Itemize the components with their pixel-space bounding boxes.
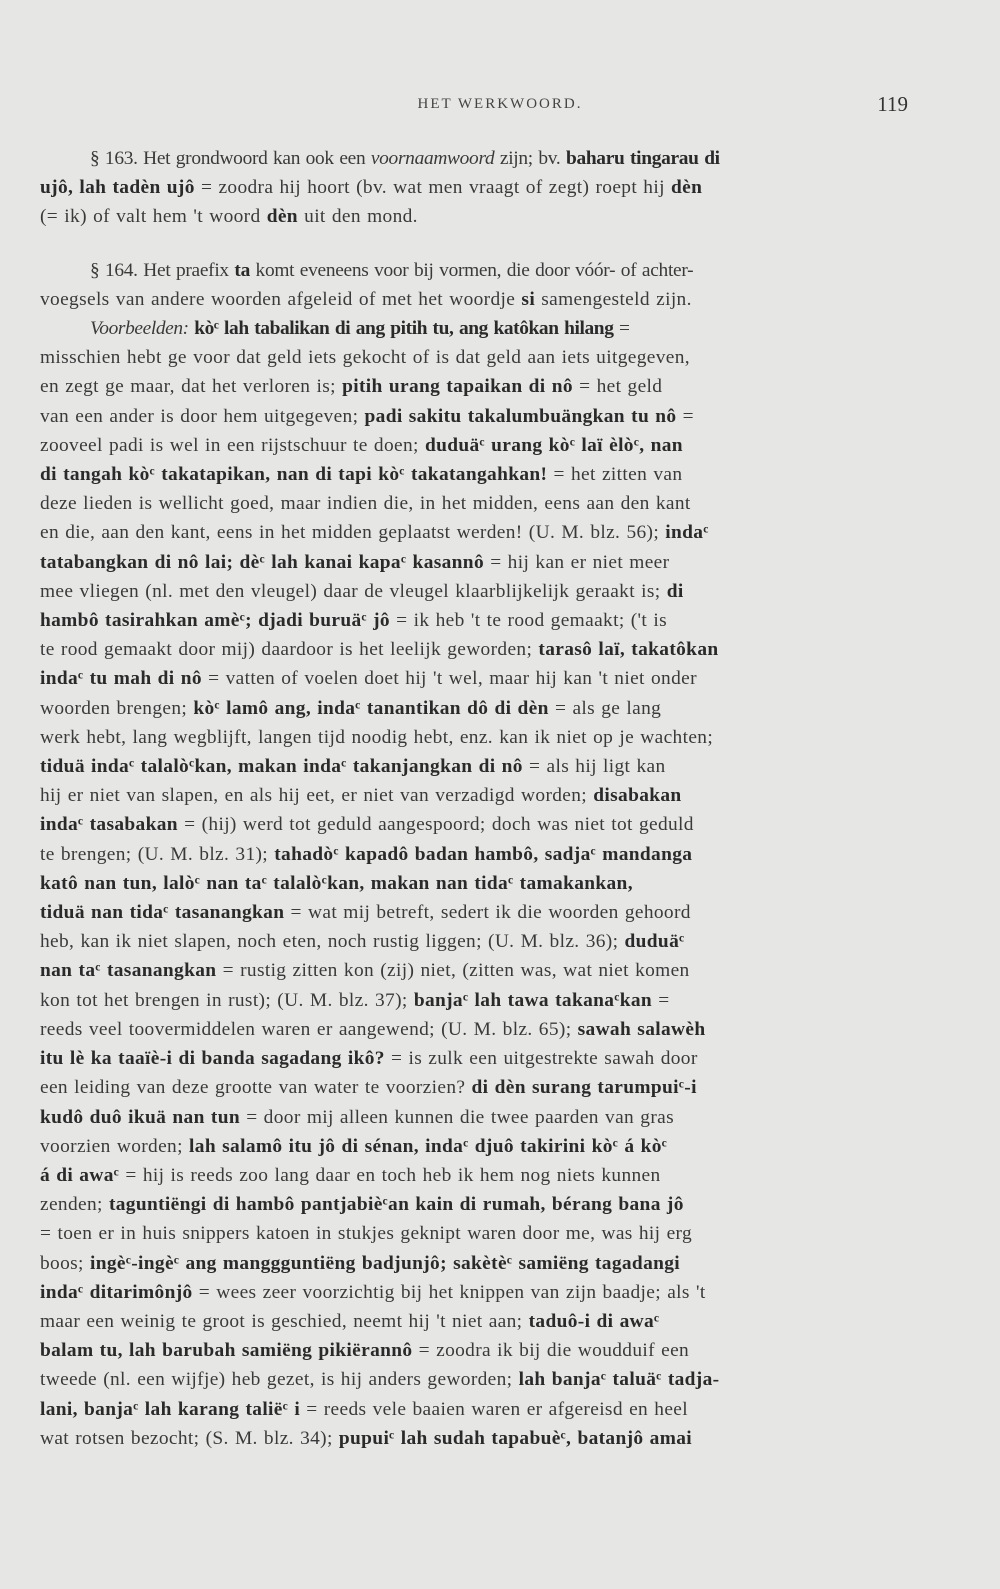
text-span: = door mij alleen kunnen die twee paarden van gras bbox=[240, 1106, 674, 1128]
text-span: mee vliegen (nl. met den vleugel) daar de vleugel klaarblijkelijk geraakt is; bbox=[40, 580, 667, 602]
malay-term: tatabangkan di nô lai; dèᶜ lah kanai kapaᶜ kasannô bbox=[40, 551, 484, 573]
text-span: kon tot het brengen in rust); (U. M. blz. 37); bbox=[40, 989, 414, 1011]
malay-term: padi sakitu takalumbuängkan tu nô bbox=[364, 405, 677, 427]
malay-term: pupuiᶜ lah sudah tapabuèᶜ, batanjô amai bbox=[338, 1427, 692, 1449]
text-line bbox=[40, 460, 906, 489]
malay-term: indaᶜ ditarimônjô bbox=[40, 1281, 193, 1303]
text-line bbox=[40, 548, 906, 577]
text-span: = bbox=[613, 318, 630, 340]
text-line bbox=[40, 956, 906, 985]
text-span: boos; bbox=[40, 1252, 90, 1274]
italic-term: Voorbeelden: bbox=[90, 318, 189, 340]
text-span: = toen er in huis snippers katoen in stukjes geknipt waren door me, was hij erg bbox=[40, 1223, 693, 1245]
malay-term: tahadòᶜ kapadô badan hambô, sadjaᶜ mandanga bbox=[274, 843, 693, 865]
malay-term: banjaᶜ lah tawa takanaᶜkan bbox=[413, 989, 653, 1011]
malay-term: balam tu, lah barubah samiëng pikiërannô bbox=[40, 1340, 413, 1362]
text-span: tweede (nl. een wijfje) heb gezet, is hij anders geworden; bbox=[40, 1369, 519, 1391]
text-span: = het geld bbox=[572, 376, 663, 398]
text-span: en zegt ge maar, dat het verloren is; bbox=[40, 376, 343, 398]
malay-term: indaᶜ bbox=[665, 522, 709, 544]
running-header-title: HET WERKWOORD. bbox=[417, 96, 583, 112]
text-line bbox=[40, 402, 906, 431]
malay-term: taduô-i di awaᶜ bbox=[528, 1310, 660, 1332]
text-span: = vatten of voelen doet hij 't wel, maar hij kan 't niet onder bbox=[201, 668, 697, 690]
text-line bbox=[40, 1336, 906, 1365]
text-line bbox=[40, 1395, 906, 1424]
text-span: en die, aan den kant, eens in het midden geplaatst werden! (U. M. blz. 56); bbox=[40, 522, 666, 544]
malay-term: lah banjaᶜ taluäᶜ tadja- bbox=[518, 1369, 720, 1391]
text-line bbox=[40, 723, 906, 752]
text-span: te brengen; (U. M. blz. 31); bbox=[40, 843, 275, 865]
malay-term: baharu tingarau di bbox=[565, 148, 720, 169]
text-span: maar een weinig te groot is geschied, neemt hij 't niet aan; bbox=[40, 1310, 529, 1332]
text-span: § 164. Het praefix bbox=[90, 259, 235, 281]
malay-term: si bbox=[521, 288, 536, 310]
malay-term: di dèn surang tarumpuiᶜ-i bbox=[471, 1077, 697, 1099]
text-span: § 163. Het grondwoord kan ook een bbox=[90, 148, 371, 169]
text-line bbox=[40, 927, 906, 956]
text-span: uit den mond. bbox=[297, 206, 418, 228]
text-line bbox=[40, 810, 906, 839]
text-span: (= ik) of valt hem 't woord bbox=[40, 206, 267, 228]
text-line bbox=[40, 489, 906, 518]
text-span: zenden; bbox=[40, 1194, 109, 1216]
text-span: te rood gemaakt door mij) daardoor is het leelijk geworden; bbox=[40, 639, 539, 661]
text-line bbox=[40, 173, 906, 202]
malay-term: á di awaᶜ bbox=[40, 1164, 120, 1186]
text-span: een leiding van deze grootte van water te voorzien? bbox=[40, 1077, 472, 1099]
text-span: deze lieden is wellicht goed, maar indien die, in het midden, eens aan den kant bbox=[40, 493, 691, 515]
text-span: misschien hebt ge voor dat geld iets gekocht of is dat geld aan iets uitgegeven, bbox=[40, 347, 690, 369]
text-span: = is zulk een uitgestrekte sawah door bbox=[384, 1048, 698, 1070]
text-span: woorden brengen; bbox=[40, 697, 194, 719]
text-line bbox=[40, 1278, 906, 1307]
text-line bbox=[40, 840, 906, 869]
text-line bbox=[40, 898, 906, 927]
malay-term: ta bbox=[234, 259, 250, 281]
text-span: = (hij) werd tot geduld aangespoord; doch was niet tot geduld bbox=[177, 814, 694, 836]
text-line bbox=[40, 372, 906, 401]
malay-term: nan taᶜ tasanangkan bbox=[40, 960, 217, 982]
malay-term: di bbox=[666, 580, 684, 602]
text-line bbox=[40, 986, 906, 1015]
text-span: = ik heb 't te rood gemaakt; ('t is bbox=[389, 610, 667, 632]
malay-term: disabakan bbox=[593, 785, 682, 807]
text-line bbox=[40, 752, 906, 781]
malay-term: tarasô laï, takatôkan bbox=[538, 639, 719, 661]
text-span: zooveel padi is wel in een rijstschuur te doen; bbox=[40, 434, 425, 456]
text-line bbox=[40, 202, 906, 231]
text-line bbox=[40, 285, 906, 314]
italic-term: voornaamwoord bbox=[370, 148, 495, 169]
text-span: = rustig zitten kon (zij) niet, (zitten was, wat niet komen bbox=[216, 960, 690, 982]
text-span: = als hij ligt kan bbox=[522, 756, 666, 778]
text-span: = wat mij betreft, sedert ik die woorden gehoord bbox=[284, 902, 691, 924]
text-line bbox=[40, 1015, 906, 1044]
text-span: = als ge lang bbox=[548, 697, 662, 719]
malay-term: sawah salawèh bbox=[577, 1018, 706, 1040]
text-line bbox=[40, 144, 906, 173]
text-line bbox=[40, 1044, 906, 1073]
text-line bbox=[40, 431, 906, 460]
text-span: = hij kan er niet meer bbox=[484, 551, 670, 573]
malay-term: indaᶜ tu mah di nô bbox=[40, 668, 202, 690]
text-span: zijn; bv. bbox=[494, 148, 566, 169]
malay-term: kòᶜ lamô ang, indaᶜ tanantikan dô di dèn bbox=[193, 697, 549, 719]
text-span: = wees zeer voorzichtig bij het knippen van zijn baadje; als 't bbox=[192, 1281, 706, 1303]
text-line bbox=[40, 1219, 906, 1248]
text-span: = bbox=[676, 405, 694, 427]
text-line bbox=[40, 606, 906, 635]
text-line bbox=[40, 781, 906, 810]
malay-term: itu lè ka taaïè-i di banda sagadang ikô? bbox=[40, 1048, 385, 1070]
malay-term: pitih urang tapaikan di nô bbox=[342, 376, 573, 398]
text-line bbox=[40, 577, 906, 606]
text-line bbox=[40, 869, 906, 898]
malay-term: tiduä nan tidaᶜ tasanangkan bbox=[40, 902, 285, 924]
text-line bbox=[40, 635, 906, 664]
malay-term: lani, banjaᶜ lah karang taliëᶜ i bbox=[40, 1398, 301, 1420]
malay-term: duduäᶜ urang kòᶜ laï èlòᶜ, nan bbox=[424, 434, 683, 456]
malay-term: lah salamô itu jô di sénan, indaᶜ djuô takirini kòᶜ á kòᶜ bbox=[189, 1135, 668, 1157]
text-line bbox=[40, 314, 906, 343]
text-span: werk hebt, lang wegblijft, langen tijd noodig hebt, enz. kan ik niet op je wachten; bbox=[40, 726, 714, 748]
malay-term: kudô duô ikuä nan tun bbox=[40, 1106, 240, 1128]
malay-term: taguntiëngi di hambô pantjabièᶜan kain di rumah, bérang bana jô bbox=[108, 1194, 684, 1216]
text-span: = zoodra ik bij die woudduif een bbox=[412, 1340, 690, 1362]
text-line bbox=[40, 1424, 906, 1453]
text-span: van een ander is door hem uitgegeven; bbox=[40, 405, 365, 427]
text-line bbox=[40, 1249, 906, 1278]
malay-term: ingèᶜ-ingèᶜ ang manggguntiëng badjunjô; sakètèᶜ samiëng tagadangi bbox=[89, 1252, 681, 1274]
text-span: reeds veel toovermiddelen waren er aangewend; (U. M. blz. 65); bbox=[40, 1018, 578, 1040]
text-line bbox=[40, 1307, 906, 1336]
text-span: = bbox=[652, 989, 670, 1011]
page-number: 119 bbox=[877, 92, 908, 116]
text-span: heb, kan ik niet slapen, noch eten, noch rustig liggen; (U. M. blz. 36); bbox=[40, 931, 625, 953]
text-line bbox=[40, 1365, 906, 1394]
malay-term: tiduä indaᶜ talalòᶜkan, makan indaᶜ takanjangkan di nô bbox=[40, 756, 523, 778]
text-span: = het zitten van bbox=[547, 464, 683, 486]
body-text bbox=[40, 144, 906, 1453]
text-line bbox=[40, 343, 906, 372]
malay-term: kòᶜ lah tabalikan di ang pitih tu, ang katôkan hilang bbox=[188, 318, 614, 340]
text-line bbox=[40, 1161, 906, 1190]
text-line bbox=[40, 1103, 906, 1132]
text-line bbox=[40, 664, 906, 693]
text-line bbox=[40, 518, 906, 547]
text-span: samengesteld zijn. bbox=[535, 288, 692, 310]
text-line bbox=[40, 1190, 906, 1219]
malay-term: di tangah kòᶜ takatapikan, nan di tapi kòᶜ takatangahkan! bbox=[40, 464, 548, 486]
text-line bbox=[40, 1073, 906, 1102]
text-span: wat rotsen bezocht; (S. M. blz. 34); bbox=[40, 1427, 339, 1449]
malay-term: indaᶜ tasabakan bbox=[40, 814, 178, 836]
text-span: voegsels van andere woorden afgeleid of met het woordje bbox=[40, 288, 522, 310]
text-span: = hij is reeds zoo lang daar en toch heb ik hem nog niets kunnen bbox=[119, 1164, 661, 1186]
text-span: hij er niet van slapen, en als hij eet, er niet van verzadigd worden; bbox=[40, 785, 594, 807]
malay-term: dèn bbox=[671, 177, 703, 199]
text-line bbox=[40, 1132, 906, 1161]
malay-term: hambô tasirahkan amèᶜ; djadi buruäᶜ jô bbox=[40, 610, 390, 632]
malay-term: katô nan tun, lalòᶜ nan taᶜ talalòᶜkan, makan nan tidaᶜ tamakankan, bbox=[40, 872, 633, 894]
text-line bbox=[40, 256, 906, 285]
malay-term: dèn bbox=[266, 206, 298, 228]
text-span: = zoodra hij hoort (bv. wat men vraagt of zegt) roept hij bbox=[194, 177, 672, 199]
text-span: komt eveneens voor bij vormen, die door vóór- of achter- bbox=[249, 259, 694, 281]
text-span: voorzien worden; bbox=[40, 1135, 190, 1157]
paragraph-gap bbox=[40, 232, 906, 256]
malay-term: ujô, lah tadèn ujô bbox=[40, 177, 195, 199]
text-span: = reeds vele baaien waren er afgereisd en heel bbox=[300, 1398, 688, 1420]
malay-term: duduäᶜ bbox=[624, 931, 685, 953]
text-line bbox=[40, 694, 906, 723]
